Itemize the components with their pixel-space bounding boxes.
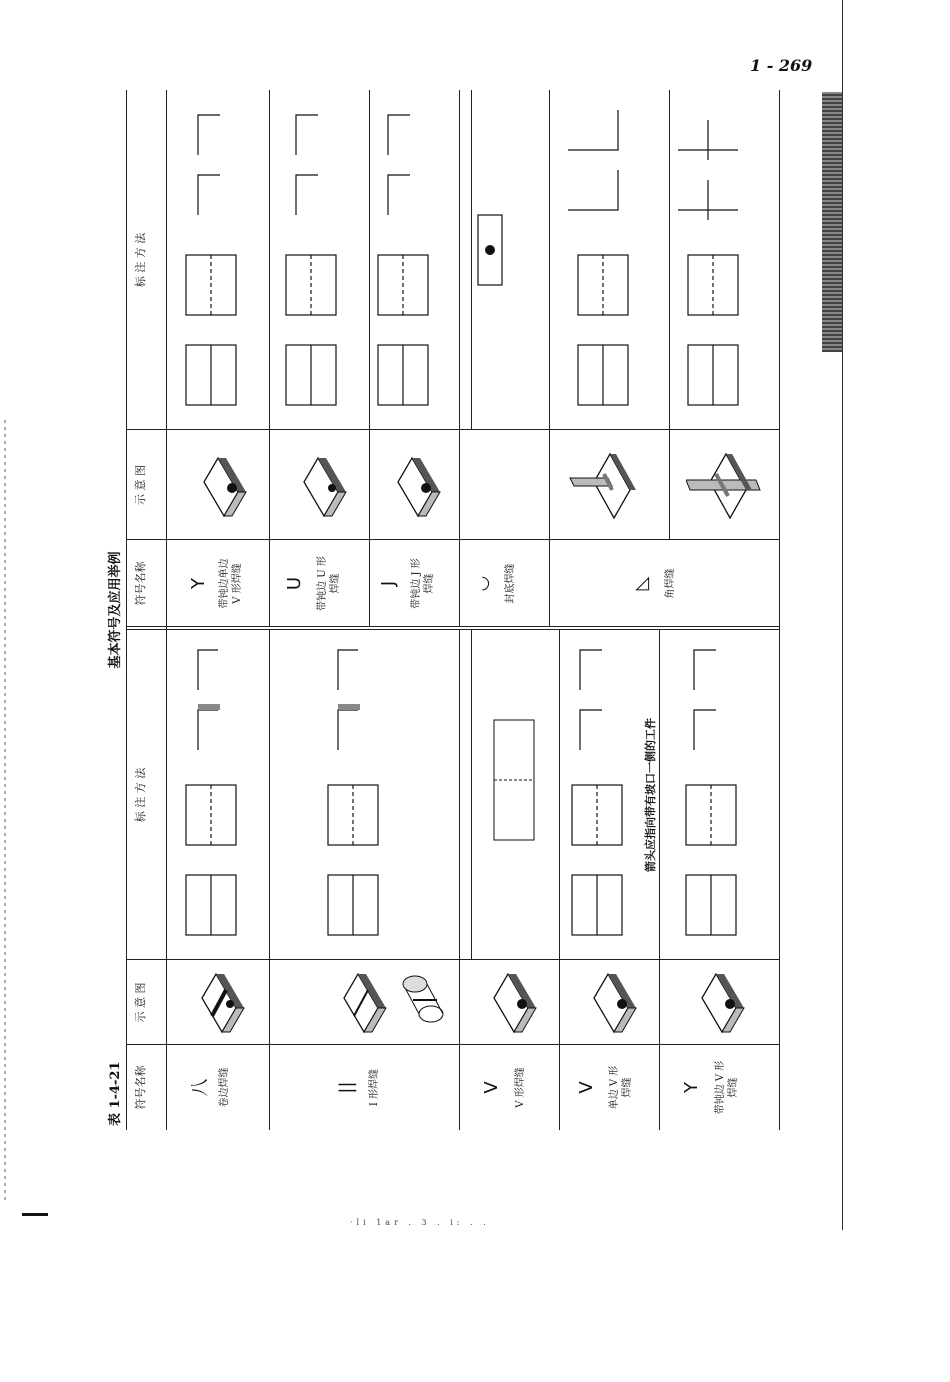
symbol-j-weld: J bbox=[378, 580, 399, 587]
table-bottom-rule bbox=[779, 90, 780, 1130]
name-u-weld: 带钝边 U 形 焊缝 bbox=[317, 556, 341, 611]
symbol-u-weld: U bbox=[284, 576, 305, 591]
header-annotation-left: 标 注 方 法 bbox=[134, 767, 147, 823]
name-i-weld: I 形焊缝 bbox=[369, 1068, 380, 1107]
symbol-blunt-v-weld: Y bbox=[681, 1082, 702, 1093]
crop-mark bbox=[22, 1213, 48, 1216]
name-fillet-weld: 角焊缝 bbox=[665, 568, 676, 599]
left-annotation-drawings-top-icon bbox=[178, 645, 458, 945]
symbol-fillet-weld: ◺ bbox=[631, 576, 652, 591]
left-row-rule-3 bbox=[559, 630, 560, 1130]
page-number: 1 - 269 bbox=[750, 56, 813, 75]
name-blunt-single-v-weld: 带钝边单边 V 形焊缝 bbox=[219, 558, 243, 609]
single-v-weld-sketch-icon bbox=[574, 968, 644, 1038]
table-title: 基本符号及应用举例 bbox=[108, 551, 123, 669]
table-number: 表 1-4-21 bbox=[108, 1061, 123, 1126]
pipe-weld-sketch-icon bbox=[391, 970, 451, 1030]
blunt-v-weld-sketch-icon bbox=[682, 968, 752, 1038]
symbol-flange-weld: 八 bbox=[190, 1078, 211, 1097]
weld-symbol-table bbox=[126, 90, 780, 1130]
block-divider bbox=[126, 629, 780, 630]
symbol-single-v-weld: V bbox=[576, 1081, 597, 1094]
v-weld-sketch-icon bbox=[474, 968, 544, 1038]
left-annot-sub-rule bbox=[471, 630, 472, 960]
left-row-rule-2 bbox=[459, 630, 460, 1130]
left-col-rule-2 bbox=[126, 959, 780, 960]
symbol-backing-weld: ◡ bbox=[471, 575, 492, 592]
fillet-weld-cross-sketch-icon bbox=[686, 446, 766, 526]
arrow-note: 箭头应指向带有坡口一侧的工件 bbox=[644, 718, 657, 872]
header-diagram-right: 示 意 图 bbox=[134, 465, 147, 505]
u-weld-sketch-icon bbox=[284, 452, 354, 522]
blunt-single-v-sketch-icon bbox=[184, 452, 254, 522]
name-backing-weld: 封底焊缝 bbox=[505, 563, 516, 604]
name-v-weld: V 形焊缝 bbox=[515, 1067, 526, 1108]
left-annotation-drawings-bottom-icon bbox=[566, 645, 766, 945]
symbol-blunt-single-v-weld: Y bbox=[188, 578, 209, 589]
right-col-rule-2 bbox=[126, 429, 780, 430]
rotated-table bbox=[100, 90, 780, 1130]
j-weld-sketch-icon bbox=[378, 452, 448, 522]
header-annotation-right: 标 注 方 法 bbox=[134, 232, 147, 288]
i-weld-sketch-icon bbox=[324, 968, 394, 1038]
header-diagram-left: 示 意 图 bbox=[134, 982, 147, 1023]
symbol-i-weld: || bbox=[336, 1081, 357, 1094]
name-single-v-weld: 单边 V 形 焊缝 bbox=[609, 1065, 633, 1110]
footer-noise: ·li 1ar . 3 . i: . . bbox=[350, 1218, 490, 1227]
name-flange-weld: 卷边焊缝 bbox=[219, 1067, 230, 1108]
name-blunt-v-weld: 带钝边 V 形 焊缝 bbox=[715, 1060, 739, 1115]
table-caption bbox=[100, 90, 126, 1130]
flange-weld-sketch-icon bbox=[182, 968, 252, 1038]
name-j-weld: 带钝边 J 形 焊缝 bbox=[411, 558, 435, 609]
header-symbol-name-right: 符号名称 bbox=[134, 561, 147, 606]
rotated-table-wrapper bbox=[100, 90, 780, 1130]
margin-rule bbox=[842, 0, 843, 1230]
header-symbol-name-left: 符号名称 bbox=[134, 1065, 147, 1110]
symbol-v-weld: V bbox=[481, 1081, 502, 1094]
fillet-weld-t-sketch-icon bbox=[562, 446, 642, 526]
right-annotation-drawings-icon bbox=[178, 100, 758, 415]
scan-edge-artifact bbox=[4, 420, 6, 1200]
table-top-rule bbox=[126, 90, 127, 1130]
header-rule bbox=[166, 90, 167, 1130]
thumb-index-tab bbox=[822, 92, 842, 352]
i-weld-pipe-annotation-icon bbox=[486, 660, 546, 900]
